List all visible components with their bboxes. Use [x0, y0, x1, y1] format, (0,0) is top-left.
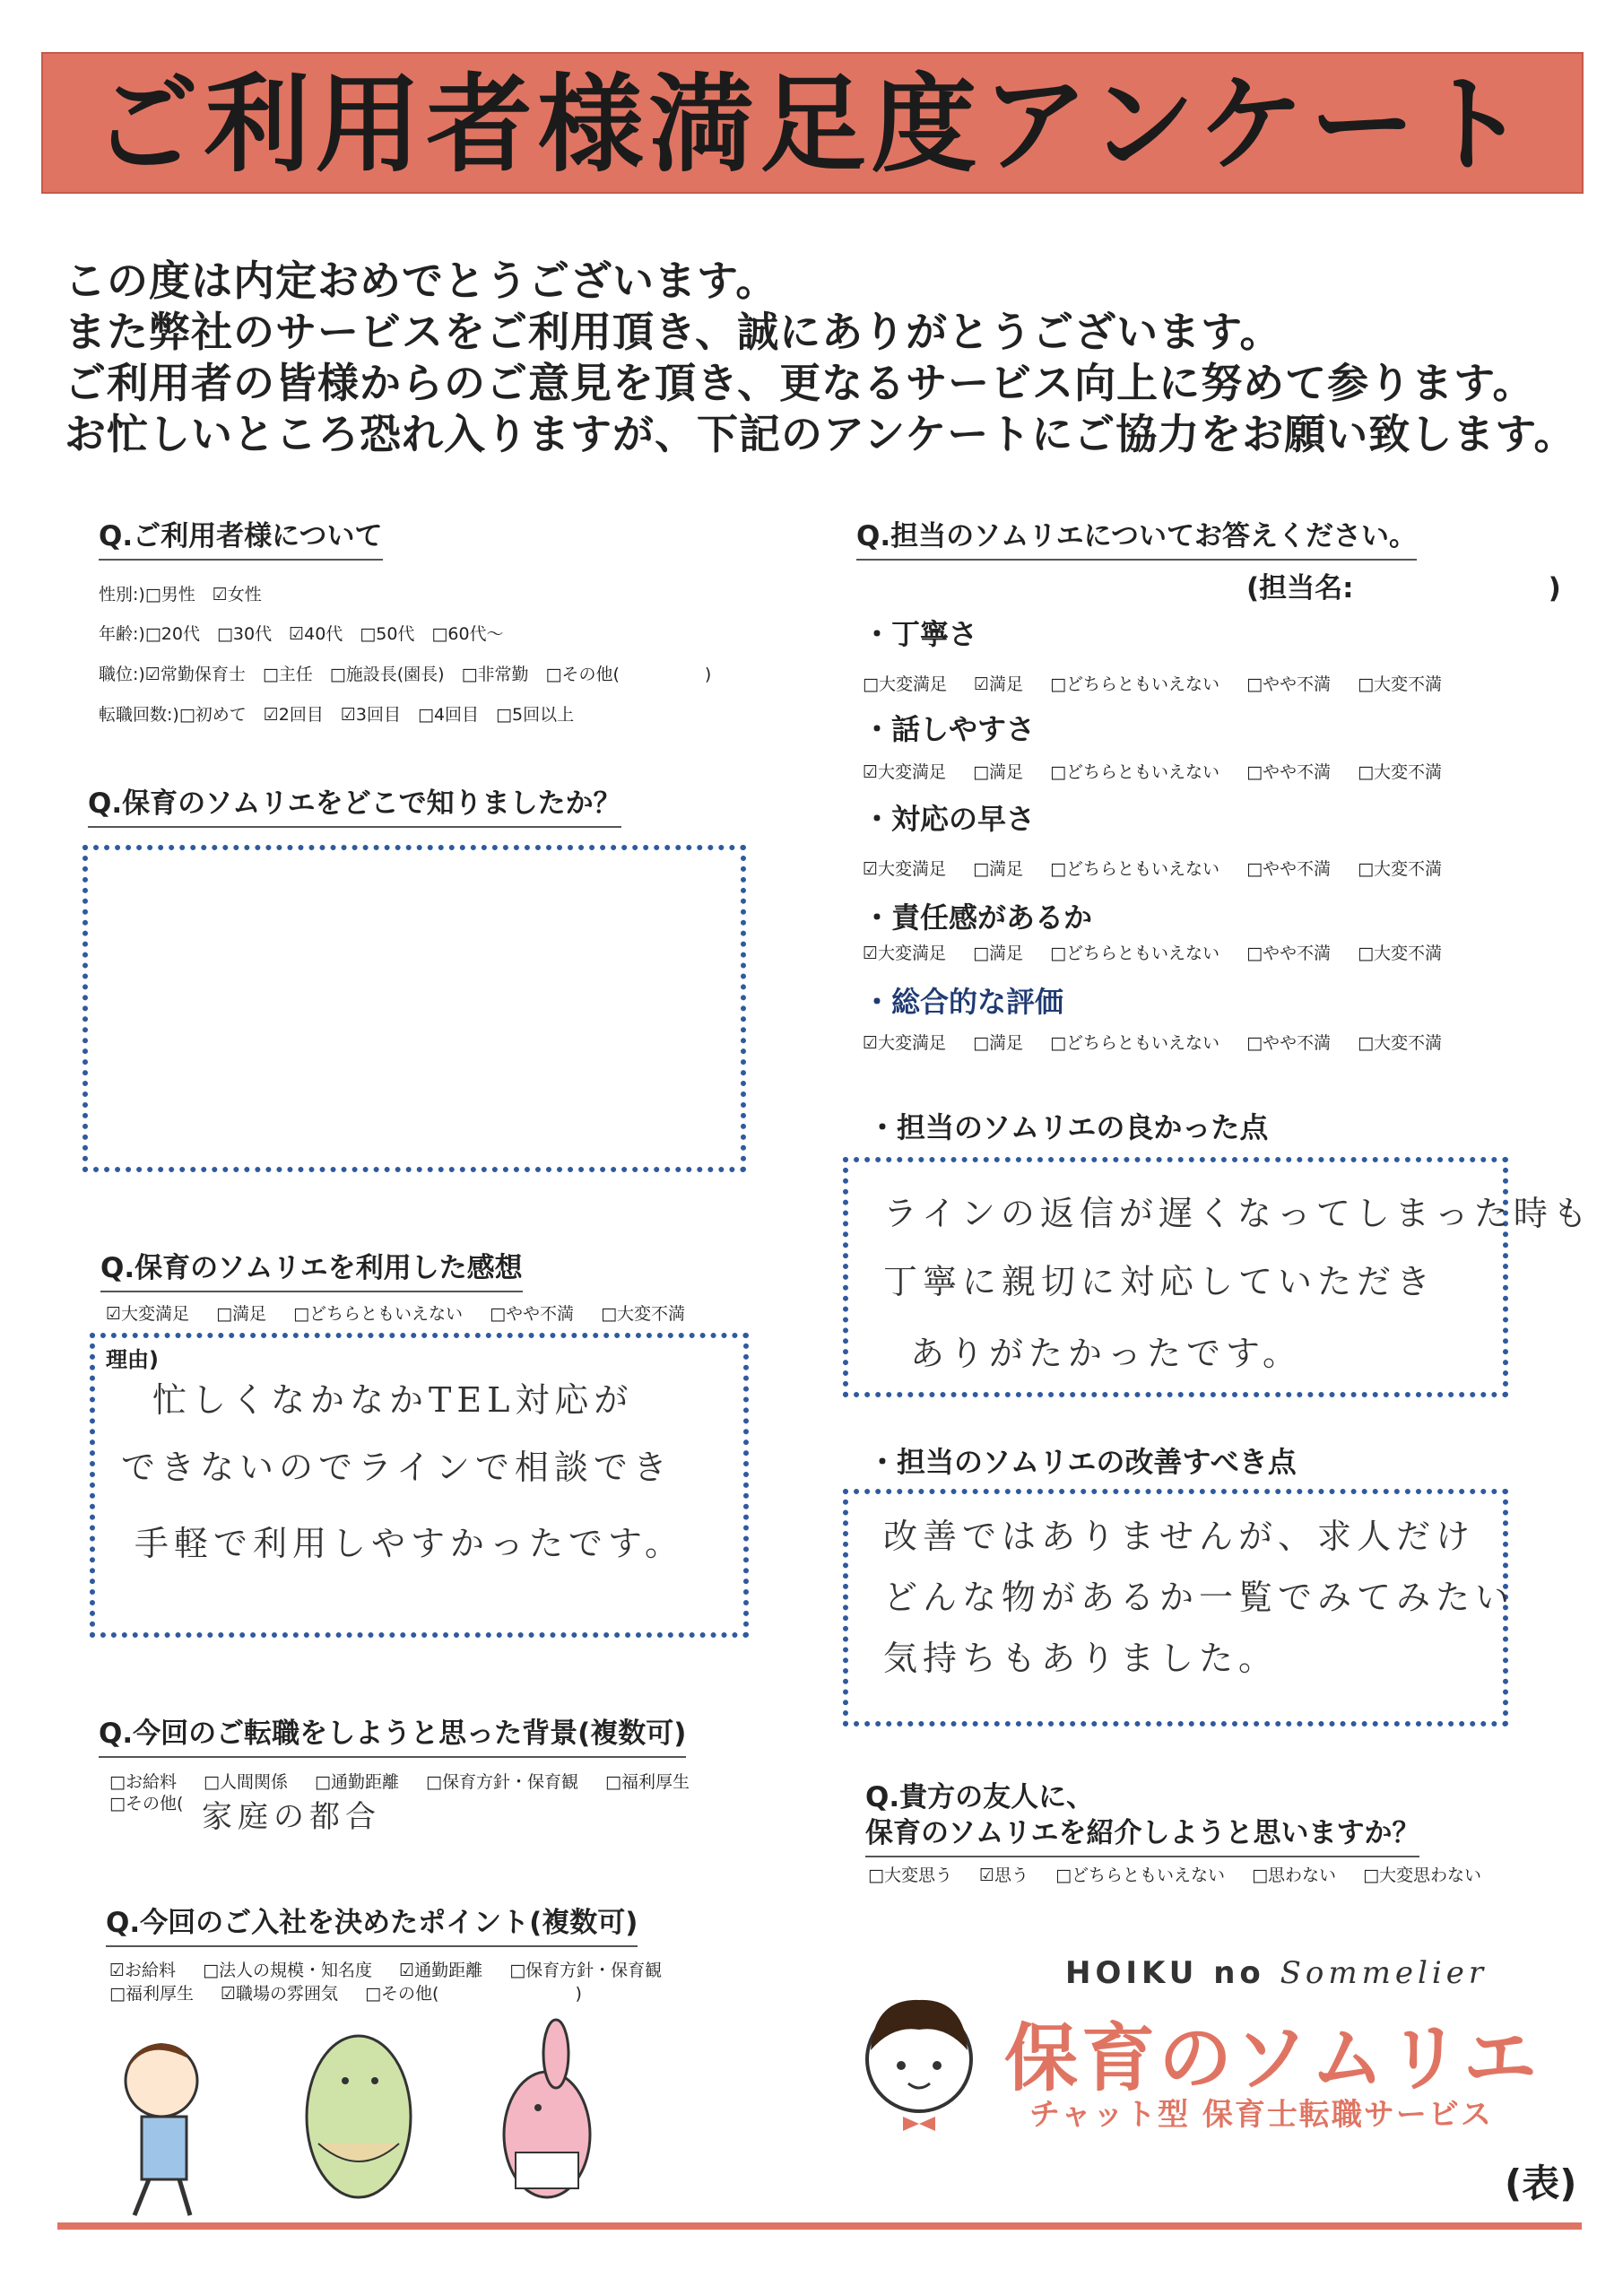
decision-options-row1[interactable] [109, 1957, 683, 1981]
mascot-illustrations [90, 2018, 664, 2224]
option[interactable]: □どちらともいえない [293, 1304, 464, 1324]
rating-options[interactable] [863, 940, 1463, 964]
rating-label: ・総合的な評価 [863, 985, 1064, 1019]
option[interactable]: □やや不満 [490, 1304, 575, 1324]
improve-points-line: どんな物があるか一覧でみてみたい [883, 1578, 1515, 1617]
decision-options-row2[interactable] [109, 1980, 603, 2005]
option[interactable]: □大変思わない [1363, 1866, 1482, 1885]
option[interactable]: ☑大変満足 [863, 762, 947, 782]
age-options[interactable]: 年齢:)□20代 □30代 ☑40代 □50代 □60代～ [99, 624, 504, 644]
background-title: Q.今回のご転職をしようと思った背景(複数可) [99, 1710, 686, 1758]
good-points-line: ラインの返信が遅くなってしまった時も [883, 1194, 1593, 1233]
option[interactable]: □その他( ) [365, 1984, 582, 2004]
option[interactable]: □どちらともいえない [1050, 674, 1220, 694]
referral-title-line2: 保育のソムリエを紹介しようと思いますか？ [865, 1810, 1419, 1857]
good-points-title: ・担当のソムリエの良かった点 [868, 1110, 1269, 1144]
rating-options[interactable] [863, 759, 1463, 783]
option[interactable]: ☑大変満足 [106, 1304, 190, 1324]
intro-line: ご利用者の皆様からのご意見を頂き、更なるサービス向上に努めて参ります。 [65, 359, 1535, 407]
rating-label: ・丁寧さ [863, 617, 978, 651]
option[interactable]: □保育方針・保育観 [509, 1961, 663, 1980]
intro-text [65, 256, 1576, 460]
improve-points-title: ・担当のソムリエの改善すべき点 [868, 1445, 1297, 1479]
brand-logo-face-icon [847, 1980, 991, 2133]
option[interactable]: ☑お給料 [109, 1961, 177, 1980]
option[interactable]: □大変思う [868, 1866, 952, 1885]
impression-options[interactable] [106, 1300, 707, 1325]
option[interactable]: □やや不満 [1246, 859, 1332, 879]
background-other[interactable]: □その他( [109, 1794, 184, 1813]
intro-line: また弊社のサービスをご利用頂き、誠にありがとうございます。 [65, 308, 1282, 356]
decision-title: Q.今回のご入社を決めたポイント(複数可) [106, 1900, 638, 1947]
option[interactable]: □やや不満 [1246, 674, 1332, 694]
rating-options[interactable] [863, 671, 1463, 695]
option[interactable]: □大変不満 [1358, 674, 1443, 694]
option[interactable]: □大変不満 [601, 1304, 686, 1324]
option[interactable]: □大変不満 [1358, 1033, 1443, 1053]
option[interactable]: ☑思う [979, 1866, 1029, 1885]
rating-label: ・話しやすさ [863, 712, 1036, 746]
option[interactable]: □満足 [973, 944, 1024, 963]
where-known-title: Q.保育のソムリエをどこで知りましたか？ [88, 780, 621, 828]
impression-title: Q.保育のソムリエを利用した感想 [100, 1245, 523, 1292]
option[interactable]: □満足 [973, 859, 1024, 879]
job-change-options[interactable]: 転職回数:)□初めて ☑2回目 ☑3回目 □4回目 □5回以上 [99, 705, 575, 725]
option[interactable]: ☑通勤距離 [399, 1961, 483, 1980]
gender-options[interactable]: 性別:)□男性 ☑女性 [99, 585, 262, 604]
rating-options[interactable] [863, 1030, 1463, 1054]
improve-points-line: 気持ちもありました。 [883, 1639, 1279, 1678]
where-known-answer-box[interactable] [82, 845, 746, 1172]
intro-line: この度は内定おめでとうございます。 [65, 257, 778, 305]
intro-line: お忙しいところ恐れ入りますが、下記のアンケートにご協力をお願い致します。 [65, 410, 1576, 458]
option[interactable]: □お給料 [109, 1772, 177, 1792]
boy-mascot-icon [126, 2043, 197, 2215]
page-title: ご利用者様満足度アンケート [92, 63, 1532, 187]
rating-options[interactable] [863, 856, 1463, 880]
option[interactable]: □思わない [1252, 1866, 1337, 1885]
reason-line: 忙しくなかなかTEL対応が [152, 1380, 634, 1420]
brand-subtitle: チャット型 保育士転職サービス [1029, 2097, 1493, 2133]
option[interactable]: □通勤距離 [315, 1772, 399, 1792]
good-points-line: 丁寧に親切に対応していただき [883, 1262, 1436, 1301]
option[interactable]: □保育方針・保育観 [426, 1772, 578, 1792]
good-points-line: ありがたかったです。 [910, 1334, 1302, 1373]
referral-options[interactable] [868, 1862, 1503, 1886]
background-other-value: 家庭の都合 [202, 1799, 381, 1835]
option[interactable]: □どちらともいえない [1050, 1033, 1220, 1053]
option[interactable]: □福利厚生 [605, 1772, 690, 1792]
reason-line: できないのでラインで相談でき [121, 1448, 673, 1487]
option[interactable]: ☑満足 [974, 674, 1024, 694]
option[interactable]: □福利厚生 [109, 1984, 194, 2004]
option[interactable]: □大変不満 [1358, 762, 1443, 782]
title-banner [41, 52, 1584, 194]
page-mark: (表) [1505, 2161, 1577, 2205]
background-options[interactable] [109, 1769, 711, 1793]
option[interactable]: ☑大変満足 [863, 859, 947, 879]
option[interactable]: □満足 [973, 762, 1024, 782]
reason-label: 理由) [106, 1347, 159, 1372]
option[interactable]: □やや不満 [1246, 1033, 1332, 1053]
option[interactable]: ☑大変満足 [863, 1033, 947, 1053]
option[interactable]: □やや不満 [1246, 762, 1332, 782]
footer-divider [57, 2222, 1582, 2230]
option[interactable]: □大変満足 [863, 674, 947, 694]
option[interactable]: □どちらともいえない [1050, 859, 1220, 879]
sommelier-name-field[interactable]: (担当名: ) [1246, 572, 1561, 604]
option[interactable]: □人間関係 [204, 1772, 288, 1792]
rating-label: ・対応の早さ [863, 802, 1036, 836]
option[interactable]: □大変不満 [1358, 859, 1443, 879]
option[interactable]: □どちらともいえない [1050, 762, 1220, 782]
referral-title-line1: Q.貴方の友人に、 [865, 1781, 1095, 1813]
option[interactable]: □法人の規模・知名度 [203, 1961, 373, 1980]
option[interactable]: □大変不満 [1358, 944, 1443, 963]
brand-name: 保育のソムリエ [1004, 2016, 1541, 2101]
improve-points-line: 改善ではありませんが、求人だけ [883, 1517, 1476, 1556]
user-section-title: Q.ご利用者様について [99, 513, 383, 561]
brand-tagline-a: HOIKU no [1065, 1955, 1265, 1991]
sommelier-title: Q.担当のソムリエについてお答えください。 [856, 513, 1417, 561]
option[interactable]: ☑大変満足 [863, 944, 947, 963]
option[interactable]: □満足 [973, 1033, 1024, 1053]
option[interactable]: □どちらともいえない [1050, 944, 1220, 963]
rabbit-mascot-icon [504, 2020, 590, 2197]
brand-tagline-b: Sommelier [1280, 1955, 1488, 1991]
reason-line: 手軽で利用しやすかったです。 [135, 1524, 684, 1563]
option[interactable]: □どちらともいえない [1055, 1866, 1226, 1885]
option[interactable]: ☑職場の雰囲気 [221, 1984, 339, 2004]
option[interactable]: □やや不満 [1246, 944, 1332, 963]
bean-mascot-icon [307, 2036, 411, 2197]
position-options[interactable]: 職位:)☑常勤保育士 □主任 □施設長(園長) □非常勤 □その他( ) [99, 665, 712, 684]
brand-tagline [1065, 1955, 1488, 1991]
option[interactable]: □満足 [216, 1304, 267, 1324]
rating-label: ・責任感があるか [863, 900, 1093, 935]
